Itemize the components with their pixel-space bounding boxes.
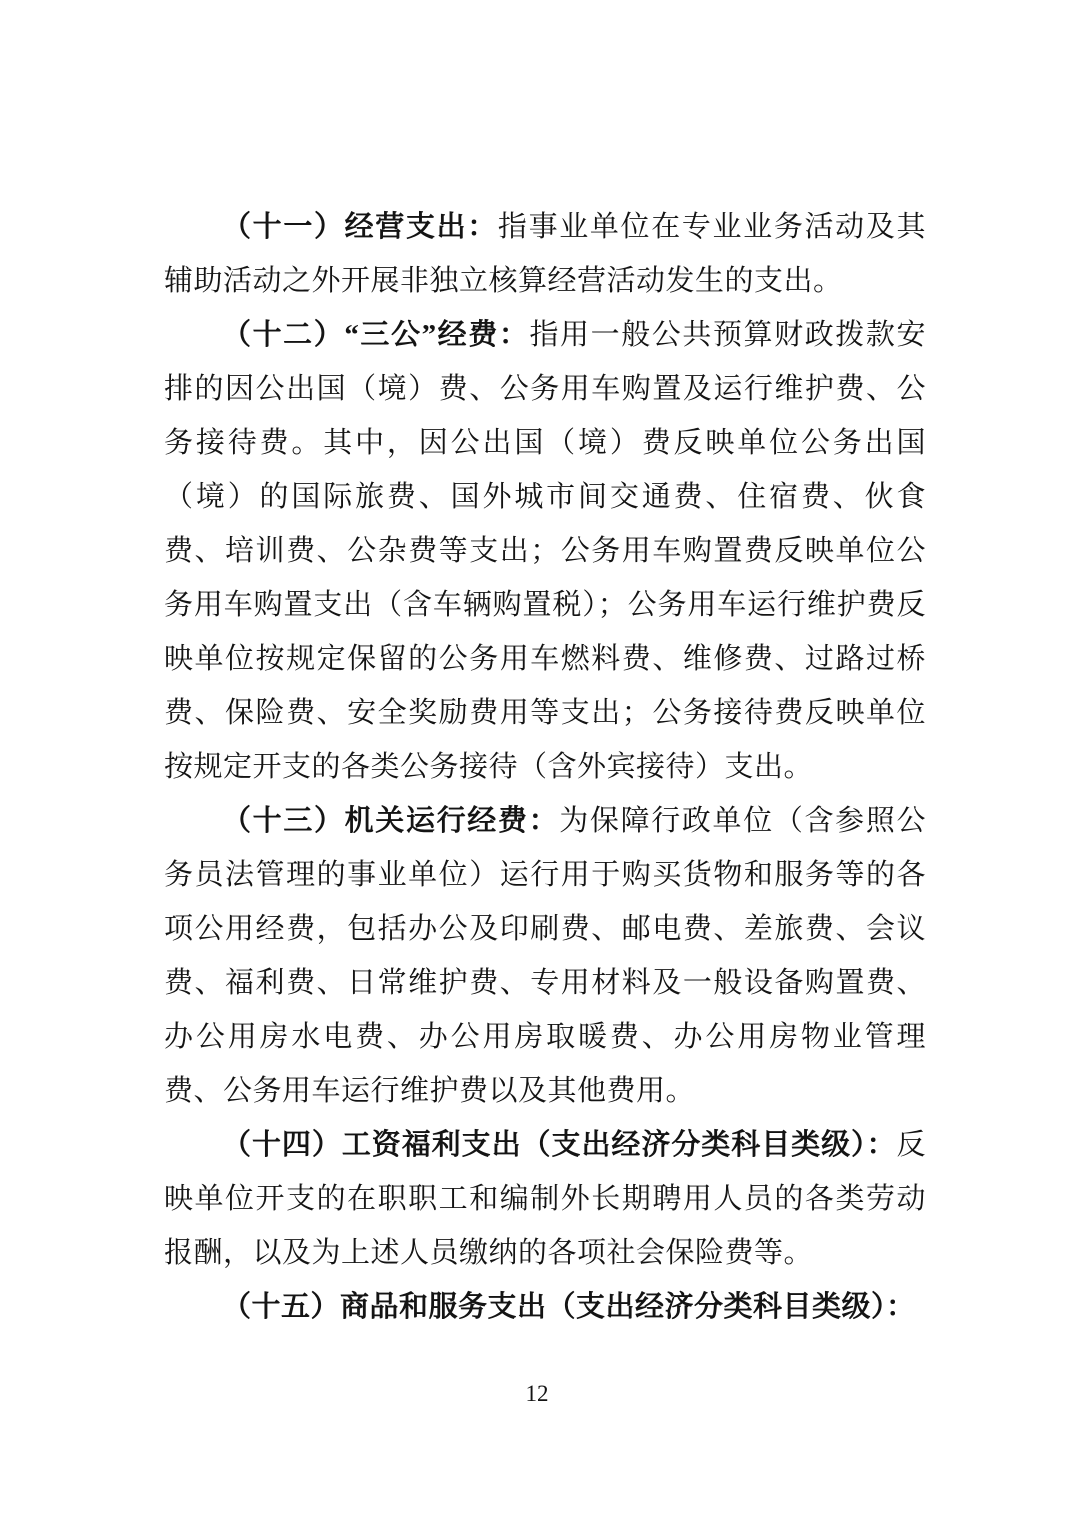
text-block [164, 200, 926, 1334]
term-definition: 反映单位开支的在职职工和编制外长期聘用人员的各类劳动报酬，以及为上述人员缴纳的各项社会保险费等。 [164, 1129, 926, 1269]
term-label: （十五）商品和服务支出（支出经济分类科目类级）： [222, 1291, 916, 1323]
definition-paragraph [164, 308, 926, 794]
term-definition: 为保障行政单位（含参照公务员法管理的事业单位）运行用于购买货物和服务等的各项公用经费，包括办公及印刷费、邮电费、差旅费、会议费、福利费、日常维护费、专用材料及一般设备购置费、办公用房水电费、办公用房取暖费、办公用房物业管理费、公务用车运行维护费以及其他费用。 [164, 805, 926, 1107]
term-definition: 指事业单位在专业业务活动及其辅助活动之外开展非独立核算经营活动发生的支出。 [164, 211, 926, 297]
term-label: （十四）工资福利支出（支出经济分类科目类级）： [222, 1129, 897, 1161]
term-label: （十一）经营支出： [222, 211, 498, 243]
definition-paragraph [164, 794, 926, 1118]
term-label: （十三）机关运行经费： [222, 805, 560, 837]
definition-paragraph [164, 200, 926, 308]
page-number: 12 [525, 1381, 549, 1406]
definition-paragraph [164, 1118, 926, 1280]
definition-paragraph [164, 1280, 926, 1334]
term-label: （十二）“三公”经费： [222, 319, 530, 351]
term-definition: 指用一般公共预算财政拨款安排的因公出国（境）费、公务用车购置及运行维护费、公务接待费。其中，因公出国（境）费反映单位公务出国（境）的国际旅费、国外城市间交通费、住宿费、伙食费、培训费、公杂费等支出；公务用车购置费反映单位公务用车购置支出（含车辆购置税）；公务用车运行维护费反映单位按规定保留的公务用车燃料费、维修费、过路过桥费、保险费、安全奖励费用等支出；公务接待费反映单位按规定开支的各类公务接待（含外宾接待）支出。 [164, 319, 926, 783]
